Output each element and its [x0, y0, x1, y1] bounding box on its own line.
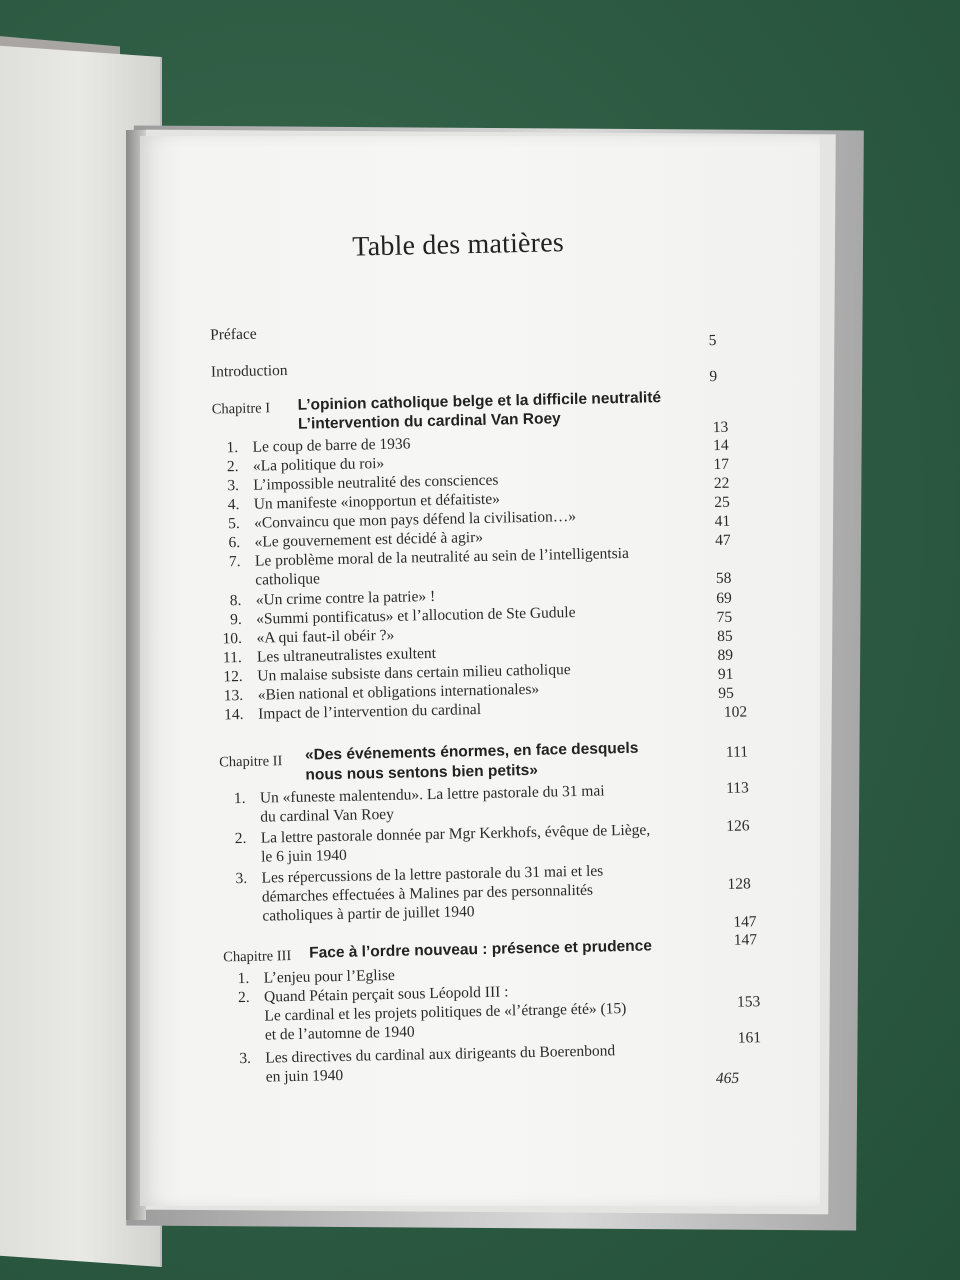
chapter2-page: 111 — [725, 743, 749, 761]
toc-page: 47 — [714, 531, 731, 550]
item-number: 10. — [222, 629, 243, 648]
item-number: 2. — [226, 458, 239, 476]
toc-page: 161 — [737, 1029, 762, 1047]
item-number: 4. — [227, 496, 240, 514]
item-number: 3. — [235, 869, 248, 888]
toc-page: 128 — [727, 875, 751, 893]
item-number: 13. — [223, 686, 244, 705]
item-number: 14. — [223, 705, 244, 724]
chapter2-label: Chapitre II — [218, 753, 283, 771]
toc-page: 95 — [718, 684, 734, 703]
toc-entry: Un manifeste «inopportun et défaitiste» — [253, 490, 501, 513]
toc-entry-cont: démarches effectuées à Malines par des personnalités — [261, 881, 594, 906]
item-number: 3. — [239, 1049, 252, 1068]
page-title: Table des matières — [352, 227, 565, 263]
toc-entry-cont: le 6 juin 1940 — [260, 846, 347, 866]
toc-page: 17 — [713, 455, 730, 474]
item-number: 1. — [226, 439, 239, 457]
introduction-page: 9 — [709, 367, 718, 386]
toc-page: 89 — [717, 646, 734, 665]
toc-entry: «Convaincu que mon pays défend la civilisation…» — [253, 507, 577, 532]
chapter1-label: Chapitre I — [211, 400, 271, 418]
chapter2-title-line1: «Des événements énormes, en face desquels — [304, 739, 639, 764]
toc-entry: «Summi pontificatus» et l’allocution de Ste Gudule — [255, 603, 576, 628]
toc-entry-cont: en juin 1940 — [265, 1066, 344, 1086]
toc-entry: La lettre pastorale donnée par Mgr Kerkhofs, évêque de Liège, — [260, 821, 651, 847]
toc-entry-cont: et de l’automne de 1940 — [264, 1023, 415, 1044]
item-number: 1. — [237, 969, 250, 988]
item-number: 2. — [234, 829, 247, 848]
toc-entry: «A qui faut-il obéir ?» — [256, 626, 395, 647]
toc-entry: «Bien national et obligations internationales» — [257, 680, 540, 704]
item-number: 8. — [229, 591, 242, 610]
toc-page: 25 — [714, 493, 730, 512]
chapter1-title-line1: L’opinion catholique belge et la difficile neutralité — [297, 389, 662, 414]
toc-entry: Impact de l’intervention du cardinal — [257, 700, 482, 723]
preface-page: 5 — [708, 331, 717, 350]
item-number: 1. — [233, 789, 246, 808]
toc-entry: «La politique du roi» — [252, 454, 385, 475]
toc-page: 22 — [713, 474, 730, 493]
toc-entry: Les ultraneutralistes exultent — [256, 644, 437, 666]
item-number: 9. — [229, 610, 242, 629]
item-number: 11. — [222, 648, 242, 667]
toc-page: 126 — [726, 817, 750, 835]
toc-page: 113 — [725, 779, 749, 797]
toc-entry: «Le gouvernement est décidé à agir» — [254, 528, 484, 551]
toc-entry: Quand Pétain perçait sous Léopold III : — [263, 983, 509, 1006]
chapter1-title-line2: L’intervention du cardinal Van Roey — [297, 410, 561, 433]
toc-page: 102 — [723, 703, 748, 721]
toc-page: 147 — [733, 931, 758, 949]
toc-page: 69 — [716, 589, 732, 608]
toc-entry: Un malaise subsiste dans certain milieu catholique — [257, 661, 571, 685]
item-number: 2. — [237, 988, 250, 1007]
toc-page: 58 — [715, 569, 732, 588]
chapter3-label: Chapitre III — [223, 948, 292, 966]
toc-entry: Les directives du cardinal aux dirigeants du Boerenbond — [265, 1042, 616, 1067]
chapter2-title-line2: nous nous sentons bien petits» — [305, 761, 539, 784]
toc-page: 85 — [716, 627, 733, 646]
item-number: 3. — [227, 477, 240, 495]
contents-page — [140, 136, 820, 1206]
toc-entry-cont: catholiques à partir de juillet 1940 — [262, 903, 475, 925]
toc-entry-cont: Le cardinal et les projets politiques de «l’étrange été» (15) — [264, 1000, 627, 1025]
item-number: 6. — [228, 533, 241, 552]
introduction-label: Introduction — [210, 361, 288, 381]
toc-entry: L’enjeu pour l’Eglise — [263, 966, 395, 987]
toc-entry: «Un crime contre la patrie» ! — [255, 587, 436, 609]
toc-entry-cont: catholique — [255, 570, 321, 589]
page-number: 465 — [715, 1069, 740, 1088]
toc-page: 147 — [733, 913, 757, 931]
chapter3-title-line1: Face à l’ordre nouveau : présence et prudence — [308, 937, 653, 962]
contents-body — [140, 122, 842, 1206]
toc-page: 91 — [717, 665, 734, 684]
toc-entry-cont: du cardinal Van Roey — [260, 805, 395, 826]
preface-label: Préface — [210, 325, 257, 344]
item-number: 12. — [223, 667, 243, 686]
toc-page: 14 — [712, 436, 729, 455]
toc-entry: Le problème moral de la neutralité au sein de l’intelligentsia — [254, 544, 630, 570]
toc-entry: Les répercussions de la lettre pastorale du 31 mai et les — [261, 862, 604, 887]
toc-page: 13 — [712, 418, 729, 437]
toc-page: 75 — [716, 608, 733, 627]
toc-page: 41 — [714, 512, 731, 531]
toc-entry: Le coup de barre de 1936 — [252, 435, 411, 456]
toc-entry: L’impossible neutralité des consciences — [253, 471, 499, 494]
toc-entry: Un «funeste malentendu». La lettre pastorale du 31 mai — [259, 782, 605, 807]
toc-page: 153 — [736, 993, 761, 1011]
item-number: 7. — [228, 552, 241, 571]
item-number: 5. — [227, 514, 240, 533]
